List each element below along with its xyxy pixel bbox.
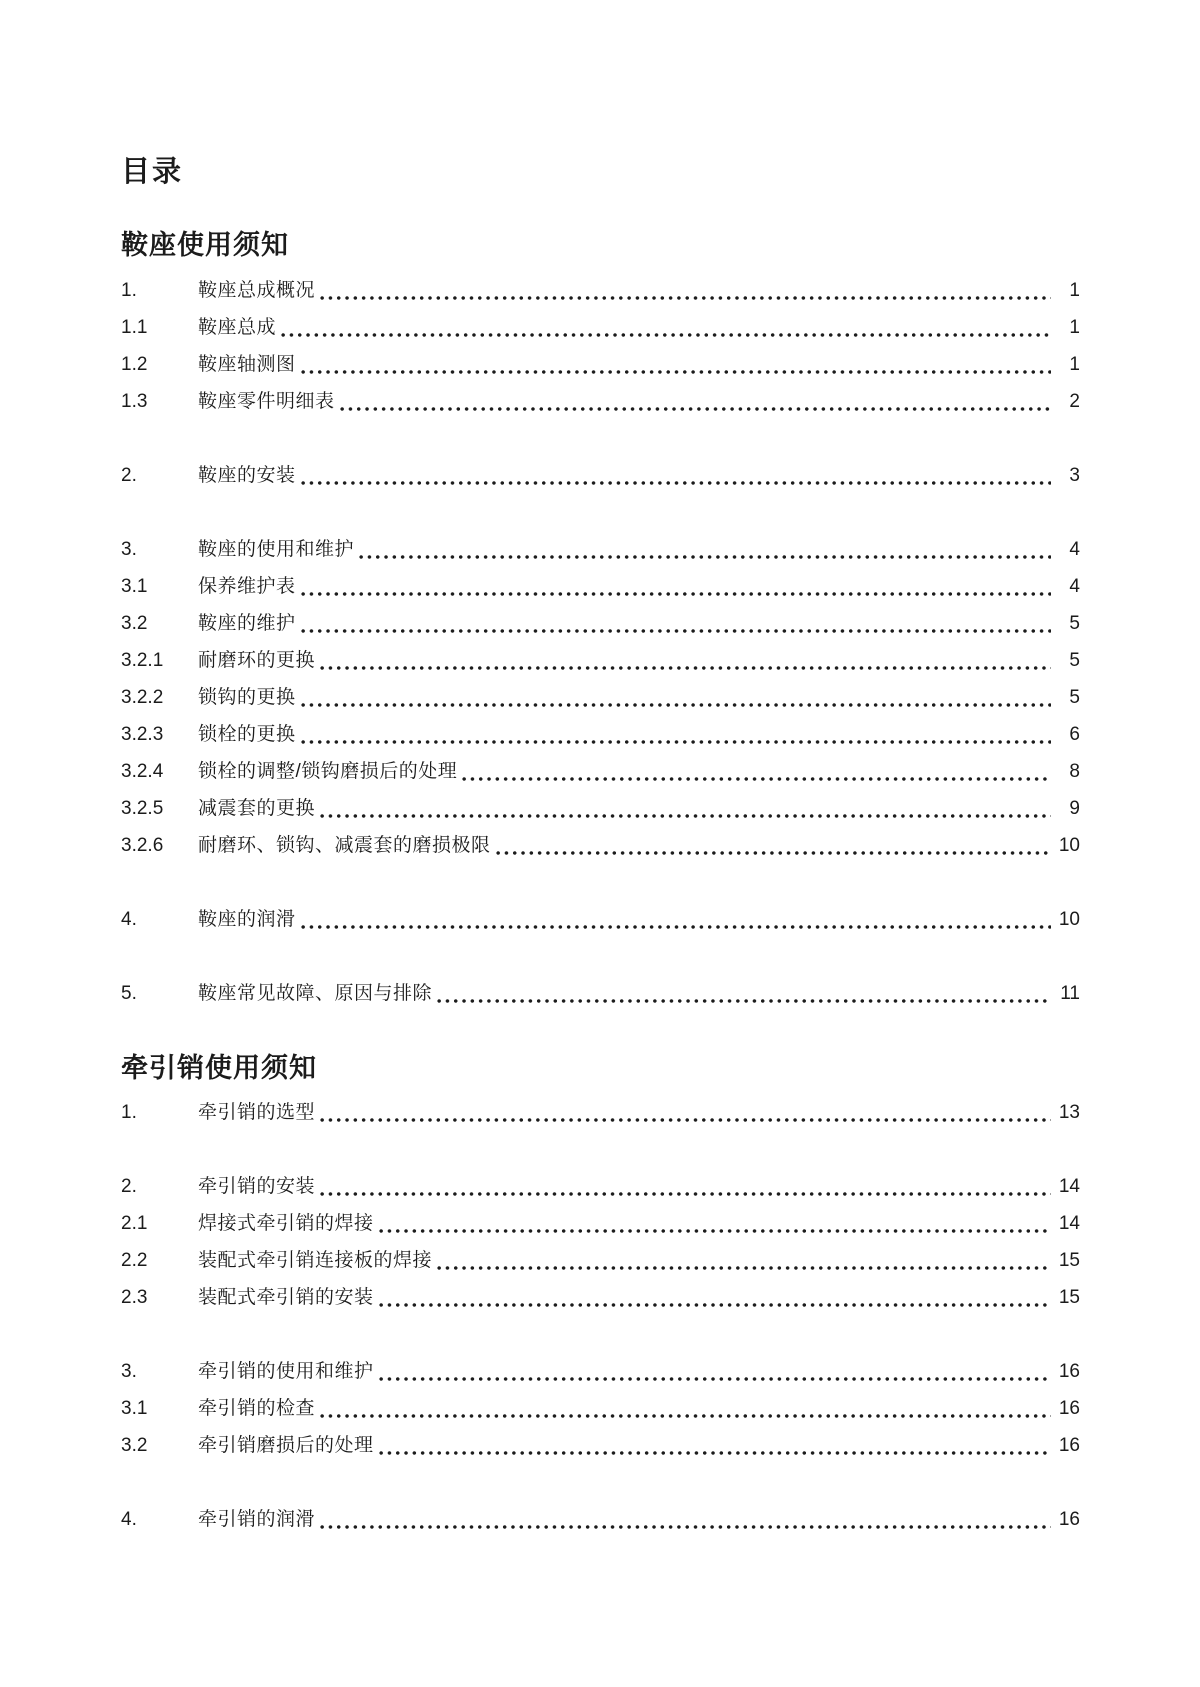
toc-entry-title: 锁栓的更换 (198, 723, 296, 745)
toc-sections (121, 229, 1080, 1538)
toc-section (121, 229, 1080, 1011)
toc-entry-page-number: 9 (1069, 797, 1080, 819)
toc-entry-page-number: 4 (1069, 538, 1080, 560)
toc-entry-number: 2. (121, 464, 137, 486)
toc-entry-row (121, 346, 1080, 383)
toc-entry-page-number: 8 (1069, 760, 1080, 782)
toc-entry-number: 3.1 (121, 1398, 148, 1420)
dot-leader (377, 1279, 1051, 1316)
toc-entry-number: 3.2.6 (121, 834, 164, 856)
toc-entry-page-number: 13 (1058, 1102, 1080, 1124)
dot-leader (299, 346, 1051, 383)
dot-leader (338, 383, 1051, 420)
toc-entry-page-number: 15 (1058, 1287, 1080, 1309)
toc-entry-row (121, 790, 1080, 827)
toc-entry-page-number: 10 (1058, 834, 1080, 856)
toc-entry-title: 鞍座的维护 (198, 612, 296, 634)
toc-entry-number: 1.1 (121, 316, 148, 338)
toc-entry-title: 锁栓的调整/锁钩磨损后的处理 (198, 760, 458, 782)
toc-entry-page-number: 16 (1058, 1361, 1080, 1383)
toc-entry-number: 4. (121, 908, 137, 930)
toc-entry-page-number: 5 (1069, 612, 1080, 634)
toc-entry-row (121, 1427, 1080, 1464)
page-title: 目录 (121, 156, 184, 188)
dot-leader (318, 790, 1051, 827)
dot-leader (299, 901, 1051, 938)
dot-leader (299, 716, 1051, 753)
toc-entry-row (121, 679, 1080, 716)
toc-entry-page-number: 16 (1058, 1398, 1080, 1420)
toc-entry-row (121, 642, 1080, 679)
toc-entry-row (121, 531, 1080, 568)
toc-entry-title: 鞍座常见故障、原因与排除 (198, 982, 433, 1004)
toc-entry-page-number: 14 (1058, 1176, 1080, 1198)
dot-leader (318, 1094, 1051, 1131)
toc-entry-row (121, 901, 1080, 938)
toc-entry-page-number: 16 (1058, 1509, 1080, 1531)
dot-leader (299, 605, 1051, 642)
dot-leader (318, 1390, 1051, 1427)
dot-leader (318, 642, 1051, 679)
toc-entry-page-number: 4 (1069, 575, 1080, 597)
toc-entry-number: 3. (121, 538, 137, 560)
toc-section (121, 1052, 1080, 1538)
dot-leader (377, 1205, 1051, 1242)
toc-entry-row (121, 827, 1080, 864)
toc-entry-title: 牵引销的选型 (198, 1102, 316, 1124)
toc-entry-row (121, 753, 1080, 790)
toc-entry-title: 减震套的更换 (198, 797, 316, 819)
toc-entry-row (121, 383, 1080, 420)
toc-entry-title: 鞍座的安装 (198, 464, 296, 486)
toc-entry-row (121, 1501, 1080, 1538)
toc-entry-page-number: 5 (1069, 686, 1080, 708)
toc-entry-page-number: 2 (1069, 390, 1080, 412)
dot-leader (279, 309, 1051, 346)
toc-entry-page-number: 15 (1058, 1250, 1080, 1272)
toc-entry-number: 3.2.1 (121, 649, 164, 671)
toc-entry-title: 鞍座的润滑 (198, 908, 296, 930)
toc-entry-number: 4. (121, 1509, 137, 1531)
toc-entry-row (121, 1390, 1080, 1427)
dot-leader (435, 975, 1051, 1012)
toc-entry-title: 装配式牵引销的安装 (198, 1287, 374, 1309)
dot-leader (318, 1168, 1051, 1205)
toc-entry-number: 3.2 (121, 1435, 148, 1457)
toc-entry-page-number: 11 (1060, 982, 1080, 1004)
toc-entry-row (121, 716, 1080, 753)
dot-leader (460, 753, 1051, 790)
toc-entry-number: 2. (121, 1176, 137, 1198)
toc-entry-number: 3.2.3 (121, 723, 164, 745)
toc-entry-number: 3.2.2 (121, 686, 164, 708)
dot-leader (377, 1353, 1051, 1390)
toc-entry-title: 保养维护表 (198, 575, 296, 597)
section-entries (121, 1094, 1080, 1538)
section-heading: 牵引销使用须知 (121, 1052, 317, 1083)
toc-entry-row (121, 1205, 1080, 1242)
dot-leader (357, 531, 1051, 568)
toc-entry-title: 牵引销磨损后的处理 (198, 1435, 374, 1457)
toc-entry-number: 3.2.5 (121, 797, 164, 819)
dot-leader (299, 679, 1051, 716)
toc-entry-title: 耐磨环、锁钩、减震套的磨损极限 (198, 834, 491, 856)
toc-entry-title: 鞍座零件明细表 (198, 390, 335, 412)
toc-entry-number: 3. (121, 1361, 137, 1383)
toc-entry-page-number: 1 (1069, 316, 1080, 338)
toc-entry-title: 耐磨环的更换 (198, 649, 316, 671)
toc-entry-title: 鞍座的使用和维护 (198, 538, 355, 560)
toc-entry-number: 2.1 (121, 1213, 148, 1235)
toc-entry-row (121, 568, 1080, 605)
toc-entry-title: 焊接式牵引销的焊接 (198, 1213, 374, 1235)
toc-entry-page-number: 10 (1058, 908, 1080, 930)
toc-entry-number: 1. (121, 279, 137, 301)
toc-entry-number: 1. (121, 1102, 137, 1124)
toc-entry-row (121, 309, 1080, 346)
dot-leader (299, 457, 1051, 494)
toc-entry-number: 3.1 (121, 575, 148, 597)
toc-entry-page-number: 3 (1069, 464, 1080, 486)
toc-entry-page-number: 1 (1069, 279, 1080, 301)
toc-entry-row (121, 1168, 1080, 1205)
dot-leader (318, 1501, 1051, 1538)
toc-entry-page-number: 1 (1069, 353, 1080, 375)
toc-entry-row (121, 272, 1080, 309)
dot-leader (318, 272, 1051, 309)
toc-entry-number: 1.3 (121, 390, 148, 412)
toc-entry-number: 1.2 (121, 353, 148, 375)
toc-entry-row (121, 1242, 1080, 1279)
section-entries (121, 272, 1080, 1012)
toc-entry-page-number: 16 (1058, 1435, 1080, 1457)
toc-entry-page-number: 5 (1069, 649, 1080, 671)
toc-entry-number: 3.2 (121, 612, 148, 634)
toc-entry-row (121, 1353, 1080, 1390)
toc-entry-number: 3.2.4 (121, 760, 164, 782)
toc-entry-number: 2.3 (121, 1287, 148, 1309)
toc-entry-title: 鞍座总成概况 (198, 279, 316, 301)
toc-entry-row (121, 1279, 1080, 1316)
toc-entry-title: 鞍座总成 (198, 316, 277, 338)
dot-leader (377, 1427, 1051, 1464)
toc-entry-title: 牵引销的使用和维护 (198, 1361, 374, 1383)
toc-entry-row (121, 457, 1080, 494)
toc-entry-title: 牵引销的检查 (198, 1398, 316, 1420)
toc-entry-number: 2.2 (121, 1250, 148, 1272)
toc-entry-page-number: 14 (1058, 1213, 1080, 1235)
toc-entry-title: 锁钩的更换 (198, 686, 296, 708)
toc-entry-title: 牵引销的润滑 (198, 1509, 316, 1531)
dot-leader (299, 568, 1051, 605)
dot-leader (435, 1242, 1051, 1279)
toc-entry-row (121, 975, 1080, 1012)
toc-entry-number: 5. (121, 982, 137, 1004)
toc-entry-title: 装配式牵引销连接板的焊接 (198, 1250, 433, 1272)
dot-leader (494, 827, 1051, 864)
toc-entry-page-number: 6 (1069, 723, 1080, 745)
toc-entry-title: 牵引销的安装 (198, 1176, 316, 1198)
toc-entry-row (121, 1094, 1080, 1131)
toc-entry-row (121, 605, 1080, 642)
toc-entry-title: 鞍座轴测图 (198, 353, 296, 375)
section-heading: 鞍座使用须知 (121, 230, 289, 261)
